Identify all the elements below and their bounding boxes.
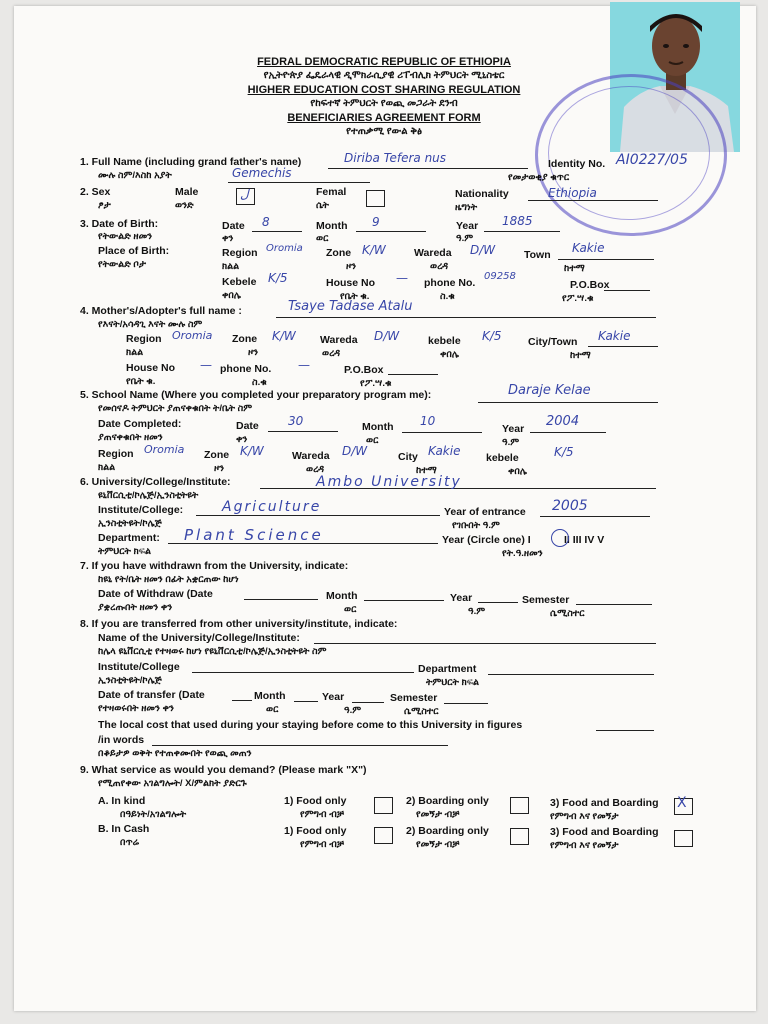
nationality-value: Ethiopia — [548, 186, 597, 200]
s3-wareda: Wareda — [414, 247, 452, 259]
s6-dept: Department: — [98, 532, 160, 544]
s6-yoe-am: የገቡበት ዓ.ም — [452, 520, 500, 531]
s8-inst-am: ኢንስቲትዩት/ኮሌጅ — [98, 675, 162, 686]
s9-in-kind-am: በዓይነት/አገልግሎት — [120, 809, 187, 820]
department-value: Plant Science — [184, 526, 324, 544]
s3-wareda-am: ወረዳ — [430, 261, 449, 272]
s7-dw-am: ያቋረጡበት ዘመን ቀን — [98, 602, 173, 613]
s3-region: Region — [222, 247, 258, 259]
s9-in-cash: B. In Cash — [98, 823, 150, 835]
s3-am: የትውልድ ዘመን — [98, 231, 153, 242]
school-zone-value: K/W — [240, 444, 264, 458]
s8-semester: Semester — [390, 692, 438, 704]
s3-house-am: የቤት ቁ. — [340, 291, 370, 302]
mother-phone-value: — — [298, 358, 310, 372]
school-city-value: Kakie — [428, 444, 461, 458]
female-checkbox[interactable] — [366, 190, 385, 207]
s7-semester: Semester — [522, 594, 570, 606]
birth-house-value: — — [396, 271, 408, 285]
s5-date-completed: Date Completed: — [98, 418, 182, 430]
s5-label: 5. School Name (Where you completed your preparatory program me): — [80, 389, 432, 401]
cash-boarding-only-checkbox[interactable] — [510, 828, 529, 845]
s3-phone-am: ስ.ቁ — [440, 291, 455, 302]
s1-label: 1. Full Name (including grand father's name) — [80, 156, 302, 168]
s4-city: City/Town — [528, 336, 578, 348]
completed-year-value: 2004 — [546, 414, 580, 429]
s4-kebele: kebele — [428, 335, 461, 347]
s3-kebele-am: ቀበሌ — [222, 290, 241, 301]
s4-label: 4. Mother's/Adopter's full name : — [80, 305, 242, 317]
kind-food-only-am: የምግብ ብቻ — [300, 809, 344, 820]
s8-semester-am: ሴሚስተር — [404, 706, 439, 717]
s8-dept-am: ትምህርት ክፍል — [426, 677, 480, 688]
s5-month: Month — [362, 421, 394, 433]
male-mark: ل — [240, 187, 249, 201]
s5-date-am: ቀን — [236, 434, 248, 445]
birth-year-value: 1885 — [502, 214, 533, 228]
header-line3: BENEFICIARIES AGREEMENT FORM — [287, 112, 481, 124]
s8-name: Name of the University/College/Institute: — [98, 632, 300, 644]
s8-dot-am: የተዛወሩበት ዘመን ቀን — [98, 703, 174, 714]
s2-male-am: ወንድ — [175, 200, 194, 211]
mother-zone-value: K/W — [272, 329, 296, 343]
completed-month-value: 10 — [420, 414, 436, 428]
birth-region-value: Oromia — [266, 243, 303, 254]
s5-region-am: ክልል — [98, 462, 116, 473]
s6-yoe: Year of entrance — [444, 506, 526, 518]
s4-phone: phone No. — [220, 363, 272, 375]
s4-house: House No — [126, 362, 176, 374]
birth-month-value: 9 — [372, 215, 380, 229]
s3-month: Month — [316, 220, 348, 232]
s3-pob: Place of Birth: — [98, 245, 170, 257]
s7-month-am: ወር — [344, 604, 357, 615]
s4-city-am: ከተማ — [570, 350, 591, 361]
s3-date: Date — [222, 220, 245, 232]
entrance-year-value: 2005 — [552, 498, 588, 514]
header-line2: HIGHER EDUCATION COST SHARING REGULATION — [247, 84, 521, 96]
school-wareda-value: D/W — [342, 444, 368, 458]
university-value: Ambo University — [316, 474, 462, 490]
kind-boarding-only-am: የመኝታ ብቻ — [416, 809, 460, 820]
s4-region: Region — [126, 333, 162, 345]
s6-inst: Institute/College: — [98, 504, 184, 516]
s7-semester-am: ሴሚስተር — [550, 608, 585, 619]
s2-am: ፆታ — [98, 200, 111, 211]
birth-date-value: 8 — [262, 215, 270, 229]
s9-in-kind: A. In kind — [98, 795, 146, 807]
s3-date-am: ቀን — [222, 233, 234, 244]
s9-label: 9. What service as would you demand? (Please mark "X") — [80, 764, 367, 776]
s5-kebele: kebele — [486, 452, 519, 464]
s3-pobox-am: የፖ.ሣ.ቁ — [562, 293, 594, 304]
s8-cost-am: በቆይታዎ ወቅት የተጠቀሙበት የወጪ መጠን — [98, 748, 252, 759]
s6-label: 6. University/College/Institute: — [80, 476, 231, 488]
s2-nationality: Nationality — [455, 188, 509, 200]
s7-am: ከዩኒ የት/ቤት ዘመን በፊት አቋርጠው ከሆነ — [98, 574, 239, 585]
mother-region-value: Oromia — [172, 329, 213, 342]
s2-male: Male — [175, 186, 199, 198]
kind-food-boarding-am: የምግብ እና የመኝታ — [550, 811, 619, 822]
s5-year: Year — [502, 423, 525, 435]
birth-kebele-value: K/5 — [268, 271, 288, 285]
s7-year: Year — [450, 592, 473, 604]
s5-month-am: ወር — [366, 435, 379, 446]
header-line1: FEDRAL DEMOCRATIC REPUBLIC OF ETHIOPIA — [257, 56, 511, 68]
kind-boarding-only-label: 2) Boarding only — [406, 795, 489, 807]
s4-house-am: የቤት ቁ. — [126, 376, 156, 387]
s3-zone: Zone — [326, 247, 352, 259]
cash-food-boarding-label: 3) Food and Boarding — [550, 826, 659, 838]
birth-phone-value: 09258 — [484, 271, 516, 282]
s3-kebele: Kebele — [222, 276, 257, 288]
s6-am: ዩኒቨርሲቲ/ኮሌጅ/ኢንስቲትዩት — [98, 490, 199, 501]
s8-dept: Department — [418, 663, 477, 675]
s3-region-am: ክልል — [222, 261, 240, 272]
s4-kebele-am: ቀበሌ — [440, 349, 459, 360]
s8-date-transfer: Date of transfer (Date — [98, 689, 205, 701]
s1-id-am: የመታወቂያ ቁጥር — [508, 172, 570, 183]
s4-wareda-am: ወረዳ — [322, 348, 341, 359]
s3-year-am: ዓ.ም — [456, 233, 474, 244]
s5-city-am: ከተማ — [416, 465, 437, 476]
header-line3-am: የተጠቃሚ የውል ቅፅ — [346, 126, 422, 137]
s7-year-am: ዓ.ም — [468, 606, 486, 617]
s8-name-am: ከሌላ ዩኒቨርሲቲ የተዛወሩ ከሆነ የዩኒቨርሲቲ/ኮሌጅ/ኢንስቲትዩት ስም — [98, 646, 327, 657]
s6-dept-am: ትምህርት ክፍል — [98, 546, 152, 557]
s3-year: Year — [456, 220, 479, 232]
s8-local-cost: The local cost that used during your staying before come to this University in figures — [98, 719, 523, 731]
cash-food-only-label: 1) Food only — [284, 825, 347, 837]
s5-wareda: Wareda — [292, 450, 330, 462]
birth-zone-value: K/W — [362, 243, 386, 257]
s8-month: Month — [254, 690, 286, 702]
s7-label: 7. If you have withdrawn from the University, indicate: — [80, 560, 349, 572]
s5-region: Region — [98, 448, 134, 460]
s3-pob-am: የትውልድ ቦታ — [98, 259, 146, 270]
school-name-value: Daraje Kelae — [508, 383, 591, 398]
institute-value: Agriculture — [222, 499, 322, 515]
cash-food-boarding-checkbox[interactable] — [674, 830, 693, 847]
s5-city: City — [398, 451, 418, 463]
mother-wareda-value: D/W — [374, 329, 400, 343]
cash-food-only-am: የምግብ ብቻ — [300, 839, 344, 850]
s3-phone: phone No. — [424, 277, 476, 289]
s1-id-label: Identity No. — [548, 158, 606, 170]
s5-date: Date — [236, 420, 259, 432]
s6-inst-am: ኢንስቲትዩት/ኮሌጅ — [98, 518, 162, 529]
s6-year-am: የት.ዓ.ዘመን — [502, 548, 543, 559]
header-line2-am: የከፍተኛ ትምህርት የወጪ መጋራት ደንብ — [310, 98, 458, 109]
kind-boarding-only-checkbox[interactable] — [510, 797, 529, 814]
s8-in-words: /in words — [98, 734, 145, 746]
s2-female: Femal — [316, 186, 347, 198]
s6-year-circle: Year (Circle one) I — [442, 534, 531, 546]
birth-town-value: Kakie — [572, 241, 605, 255]
s4-zone: Zone — [232, 333, 258, 345]
school-kebele-value: K/5 — [554, 445, 574, 459]
cash-food-only-checkbox[interactable] — [374, 827, 393, 844]
completed-date-value: 30 — [288, 414, 304, 428]
s5-dc-am: ያጠናቀቁበት ዘመን — [98, 432, 163, 443]
year-circle-mark — [551, 529, 569, 547]
s6-year-options: II III IV V — [564, 534, 605, 546]
cash-boarding-only-am: የመኝታ ብቻ — [416, 839, 460, 850]
mother-kebele-value: K/5 — [482, 329, 502, 343]
s5-year-am: ዓ.ም — [502, 437, 520, 448]
s1-id-value: AI0227/05 — [616, 152, 688, 168]
s2-label: 2. Sex — [80, 186, 111, 198]
kind-food-only-label: 1) Food only — [284, 795, 347, 807]
s4-region-am: ክልል — [126, 347, 144, 358]
s3-town-am: ከተማ — [564, 263, 585, 274]
s4-phone-am: ስ.ቁ — [252, 377, 267, 388]
s3-town: Town — [524, 249, 551, 261]
kind-food-only-checkbox[interactable] — [374, 797, 393, 814]
s5-wareda-am: ወረዳ — [306, 464, 325, 475]
s2-female-am: ሴት — [316, 200, 329, 211]
birth-wareda-value: D/W — [470, 243, 496, 257]
s9-in-cash-am: በጥሬ — [120, 837, 140, 848]
s8-month-am: ወር — [266, 704, 279, 715]
s1-fullname: Diriba Tefera nus — [344, 151, 447, 165]
s4-am: የእናት/አሳዳጊ እናት ሙሉ ስም — [98, 319, 203, 330]
s8-label: 8. If you are transferred from other university/institute, indicate: — [80, 618, 398, 630]
s3-house: House No — [326, 277, 376, 289]
s3-pobox: P.O.Box — [570, 279, 610, 291]
s3-zone-am: ዞን — [346, 261, 357, 272]
s4-pobox: P.O.Box — [344, 364, 384, 376]
header-line1-am: የኢትዮጵያ ፌዴራላዊ ዲሞክራሲያዊ ሪፐብሊክ ትምህርት ሚኒስቴር — [263, 70, 505, 81]
s8-inst: Institute/College — [98, 661, 180, 673]
s3-label: 3. Date of Birth: — [80, 218, 159, 230]
mother-name-value: Tsaye Tadase Atalu — [288, 299, 413, 314]
s3-month-am: ወር — [316, 233, 329, 244]
s1-am: ሙሉ ስም/እስከ አያት — [98, 170, 172, 181]
s5-zone: Zone — [204, 449, 230, 461]
s7-month: Month — [326, 590, 358, 602]
s5-am: የመሰናዶ ትምህርት ያጠናቀቁበት ት/ቤት ስም — [98, 403, 253, 414]
s8-year: Year — [322, 691, 345, 703]
s2-nationality-am: ዜግነት — [455, 202, 478, 213]
cash-boarding-only-label: 2) Boarding only — [406, 825, 489, 837]
s4-zone-am: ዞን — [248, 347, 259, 358]
s1-grandfather: Gemechis — [232, 166, 292, 180]
s8-year-am: ዓ.ም — [344, 705, 362, 716]
mother-house-value: — — [200, 358, 212, 372]
mother-city-value: Kakie — [598, 329, 631, 343]
s9-am: የሚጠየቀው አገልግሎት/ X/ምልክት ያድርጉ — [98, 778, 247, 789]
s4-pobox-am: የፖ.ሣ.ቁ — [360, 378, 392, 389]
cash-food-boarding-am: የምግብ እና የመኝታ — [550, 840, 619, 851]
school-region-value: Oromia — [144, 443, 185, 456]
s5-kebele-am: ቀበሌ — [508, 466, 527, 477]
s5-zone-am: ዞን — [214, 463, 225, 474]
s4-wareda: Wareda — [320, 334, 358, 346]
s7-date-withdraw: Date of Withdraw (Date — [98, 588, 213, 600]
kind-food-boarding-mark: X — [677, 795, 687, 811]
kind-food-boarding-label: 3) Food and Boarding — [550, 797, 659, 809]
